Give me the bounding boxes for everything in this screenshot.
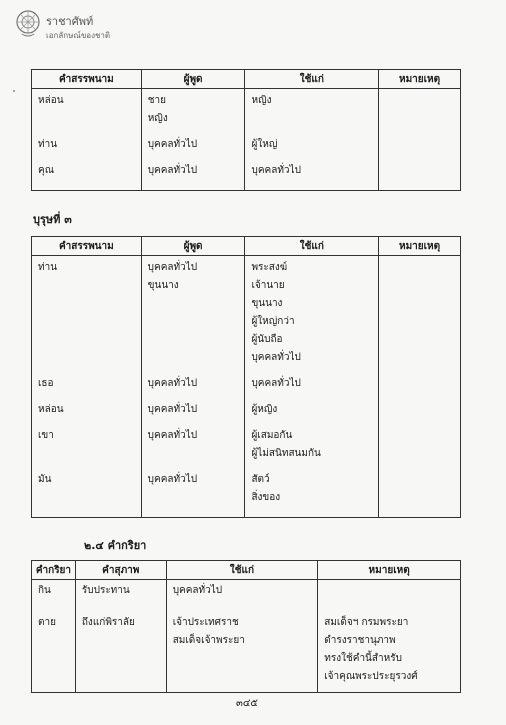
cell-pronoun bbox=[32, 136, 142, 162]
cell-line: เจ้าประเทศราช bbox=[172, 617, 239, 628]
cell-line: บุคคลทั่วไป bbox=[172, 585, 223, 596]
cell-speaker bbox=[141, 427, 245, 471]
cell-line: ผู้ใหญ่ bbox=[251, 139, 278, 150]
cell-speaker bbox=[141, 89, 245, 137]
cell-used-for bbox=[245, 89, 379, 137]
cell-line: ผู้นับถือ bbox=[251, 334, 283, 345]
cell-pronoun bbox=[32, 375, 142, 401]
cell-note bbox=[318, 580, 461, 615]
cell-line: บุคคลทั่วไป bbox=[147, 139, 198, 150]
cell-line: คุณ bbox=[38, 165, 54, 176]
table-row bbox=[32, 136, 461, 162]
cell-line: ผู้เสมอกัน bbox=[251, 430, 293, 441]
cell-line: ผู้หญิง bbox=[251, 404, 278, 415]
col-header-pronoun: คำสรรพนาม bbox=[32, 237, 142, 256]
cell-used-for bbox=[245, 401, 379, 427]
cell-line: ขุนนาง bbox=[251, 298, 283, 309]
col-header-used-for: ใช้แก่ bbox=[166, 561, 318, 580]
col-header-pronoun: คำสรรพนาม bbox=[32, 70, 142, 89]
cell-line: ทรงใช้คำนี้สำหรับ bbox=[324, 653, 402, 664]
cell-note bbox=[379, 89, 461, 137]
col-header-speaker: ผู้พูด bbox=[141, 70, 245, 89]
cell-line: กิน bbox=[38, 585, 51, 596]
cell-speaker bbox=[141, 401, 245, 427]
cell-speaker bbox=[141, 375, 245, 401]
table-body bbox=[32, 89, 461, 191]
cell-pronoun bbox=[32, 162, 142, 191]
col-header-verb: คำกริยา bbox=[32, 561, 76, 580]
col-header-note: หมายเหตุ bbox=[379, 237, 461, 256]
cell-line: บุคคลทั่วไป bbox=[147, 262, 198, 273]
cell-line: สิ่งของ bbox=[251, 492, 281, 503]
cell-used-for bbox=[245, 427, 379, 471]
table-row bbox=[32, 580, 461, 615]
brand-title: ราชาศัพท์ bbox=[46, 15, 94, 28]
cell-pronoun bbox=[32, 256, 142, 376]
table-row bbox=[32, 256, 461, 376]
pronoun-table-person3 bbox=[31, 236, 461, 518]
col-header-speaker: ผู้พูด bbox=[141, 237, 245, 256]
cell-used-for bbox=[166, 580, 318, 615]
cell-note bbox=[318, 614, 461, 693]
cell-used-for bbox=[245, 162, 379, 191]
cell-line: ขุนนาง bbox=[147, 280, 179, 291]
table-row bbox=[32, 89, 461, 137]
cell-note bbox=[379, 136, 461, 162]
cell-line: หล่อน bbox=[38, 95, 64, 106]
table-row bbox=[32, 471, 461, 518]
cell-line: บุคคลทั่วไป bbox=[147, 404, 198, 415]
cell-pronoun bbox=[32, 89, 142, 137]
cell-used-for bbox=[166, 614, 318, 693]
cell-line: บุคคลทั่วไป bbox=[147, 378, 198, 389]
pronoun-table-person2 bbox=[31, 69, 461, 191]
cell-note bbox=[379, 256, 461, 376]
section-heading-verb: ๒.๔ คำกริยา bbox=[84, 539, 147, 552]
cell-used-for bbox=[245, 256, 379, 376]
cell-line: เจ้าคุณพระประยุรวงศ์ bbox=[324, 671, 418, 682]
verb-table bbox=[31, 560, 461, 693]
col-header-used-for: ใช้แก่ bbox=[245, 237, 379, 256]
cell-verb bbox=[32, 580, 76, 615]
cell-line: ถึงแก่พิราลัย bbox=[81, 617, 135, 628]
cell-polite bbox=[75, 580, 166, 615]
cell-verb bbox=[32, 614, 76, 693]
col-header-used-for: ใช้แก่ bbox=[245, 70, 379, 89]
cell-line: สมเด็จฯ กรมพระยา bbox=[324, 617, 409, 628]
cell-used-for bbox=[245, 136, 379, 162]
cell-line: ท่าน bbox=[38, 139, 58, 150]
cell-line: บุคคลทั่วไป bbox=[251, 378, 301, 389]
cell-line: หญิง bbox=[147, 113, 168, 124]
cell-pronoun bbox=[32, 471, 142, 518]
cell-line: บุคคลทั่วไป bbox=[251, 165, 301, 176]
table-row bbox=[32, 427, 461, 471]
cell-line: ผู้ใหญ่กว่า bbox=[251, 316, 295, 327]
table-row bbox=[32, 375, 461, 401]
cell-line: ดำรงราชานุภาพ bbox=[324, 635, 396, 646]
cell-speaker bbox=[141, 471, 245, 518]
table-header-row bbox=[32, 237, 461, 256]
col-header-polite: คำสุภาพ bbox=[75, 561, 166, 580]
cell-line: เจ้านาย bbox=[251, 280, 285, 291]
cell-line: บุคคลทั่วไป bbox=[147, 430, 198, 441]
table-row bbox=[32, 614, 461, 693]
cell-note bbox=[379, 401, 461, 427]
cell-polite bbox=[75, 614, 166, 693]
cell-line: สมเด็จเจ้าพระยา bbox=[172, 635, 245, 646]
cell-used-for bbox=[245, 471, 379, 518]
table-row bbox=[32, 162, 461, 191]
cell-line: ท่าน bbox=[38, 262, 58, 273]
cell-speaker bbox=[141, 162, 245, 191]
cell-line: สัตว์ bbox=[251, 474, 270, 485]
table-body bbox=[32, 256, 461, 518]
brand-subtitle: เอกลักษณ์ของชาติ bbox=[46, 31, 111, 40]
table-row bbox=[32, 401, 461, 427]
cell-line: ผู้ไม่สนิทสนมกัน bbox=[251, 448, 321, 459]
cell-used-for bbox=[245, 375, 379, 401]
page-number: ๓๔๕ bbox=[236, 698, 258, 709]
emblem-icon bbox=[14, 8, 42, 38]
cell-speaker bbox=[141, 256, 245, 376]
cell-line: บุคคลทั่วไป bbox=[147, 474, 198, 485]
cell-line: พระสงฆ์ bbox=[251, 262, 288, 273]
cell-speaker bbox=[141, 136, 245, 162]
cell-line: มัน bbox=[38, 474, 52, 485]
cell-line: ตาย bbox=[38, 617, 56, 628]
section-heading-person3: บุรุษที่ ๓ bbox=[33, 213, 72, 226]
col-header-note: หมายเหตุ bbox=[318, 561, 461, 580]
cell-line: เขา bbox=[38, 430, 54, 441]
cell-line: เธอ bbox=[38, 378, 54, 389]
table-header-row bbox=[32, 70, 461, 89]
table-body bbox=[32, 580, 461, 693]
cell-note bbox=[379, 375, 461, 401]
cell-line: บุคคลทั่วไป bbox=[147, 165, 198, 176]
cell-note bbox=[379, 427, 461, 471]
cell-pronoun bbox=[32, 427, 142, 471]
cell-pronoun bbox=[32, 401, 142, 427]
scan-mark bbox=[13, 90, 15, 92]
cell-line: รับประทาน bbox=[81, 585, 130, 596]
cell-line: บุคคลทั่วไป bbox=[251, 352, 301, 363]
cell-note bbox=[379, 471, 461, 518]
table-header-row bbox=[32, 561, 461, 580]
col-header-note: หมายเหตุ bbox=[379, 70, 461, 89]
cell-line: หญิง bbox=[251, 95, 272, 106]
cell-line: ชาย bbox=[147, 95, 166, 106]
cell-line: หล่อน bbox=[38, 404, 64, 415]
cell-note bbox=[379, 162, 461, 191]
